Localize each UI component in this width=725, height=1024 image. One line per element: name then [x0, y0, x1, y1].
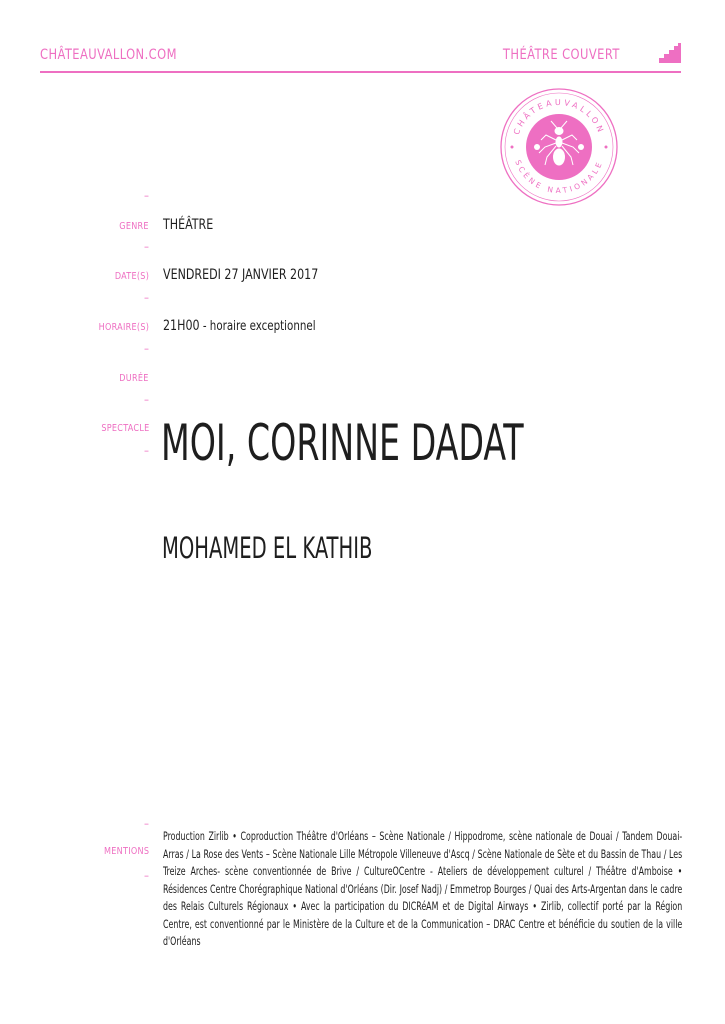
genre-value: THÉÂTRE — [163, 217, 214, 233]
horaires-value — [163, 318, 316, 334]
genre-label: GENRE — [119, 221, 149, 232]
header-divider — [40, 71, 681, 73]
stairs-icon — [659, 43, 681, 63]
dates-value: VENDREDI 27 JANVIER 2017 — [163, 267, 319, 283]
separator-dash: – — [144, 189, 149, 202]
separator-dash: – — [144, 342, 149, 355]
site-link[interactable]: CHÂTEAUVALLON.COM — [40, 47, 177, 63]
separator-dash: – — [144, 817, 149, 830]
duree-label: DURÉE — [119, 373, 149, 384]
time-value: 21H00 — [163, 318, 200, 334]
svg-text:SCÈNE NATIONALE: SCÈNE NATIONALE — [513, 158, 605, 196]
dates-label: DATE(S) — [114, 271, 149, 282]
horaires-label: HORAIRE(S) — [98, 322, 149, 333]
spectacle-label: SPECTACLE — [100, 423, 149, 434]
separator-dash: – — [144, 291, 149, 304]
time-note: - horaire exceptionnel — [199, 319, 316, 334]
svg-text:CHÂTEAUVALLON: CHÂTEAUVALLON — [511, 97, 607, 137]
mentions-text: Production Zirlib • Coproduction Théâtre d'Orléans – Scène Nationale / Hippodrome, scène nationale de Douai / Tandem Douai-Arras / La Rose des Vents – Scène Nationale Lille Métropole Villeneuve d'Ascq / Scène Nationale de Sète et du Bassin de Thau / Les Treize Arches- scène conventionnée de Brive / CultureOCentre - Ateliers de développement culturel / Théâtre d'Amboise • Résidences Centre Chorégraphique National d'Orléans (Dir. Josef Nadj) / Emmetrop Bourges / Quai des Arts-Argentan dans le cadre des Relais Culturels Régionaux • Avec la participation du DICRéAM et de Digital Airways • Zirlib, collectif porté par la Région Centre, est conventionné par le Ministère de la Culture et de la Communication – DRAC Centre et bénéficie du soutien de la ville d'Orléans — [163, 830, 683, 948]
show-author: MOHAMED EL KATHIB — [162, 531, 373, 565]
separator-dash: – — [144, 240, 149, 253]
mentions-label: MENTIONS — [103, 846, 149, 857]
separator-dash: – — [144, 869, 149, 882]
separator-dash: – — [144, 393, 149, 406]
chateauvallon-logo — [499, 85, 619, 210]
show-title: MOI, CORINNE DADAT — [161, 414, 524, 472]
separator-dash: – — [144, 444, 149, 457]
venue-label: THÉÂTRE COUVERT — [503, 47, 620, 63]
